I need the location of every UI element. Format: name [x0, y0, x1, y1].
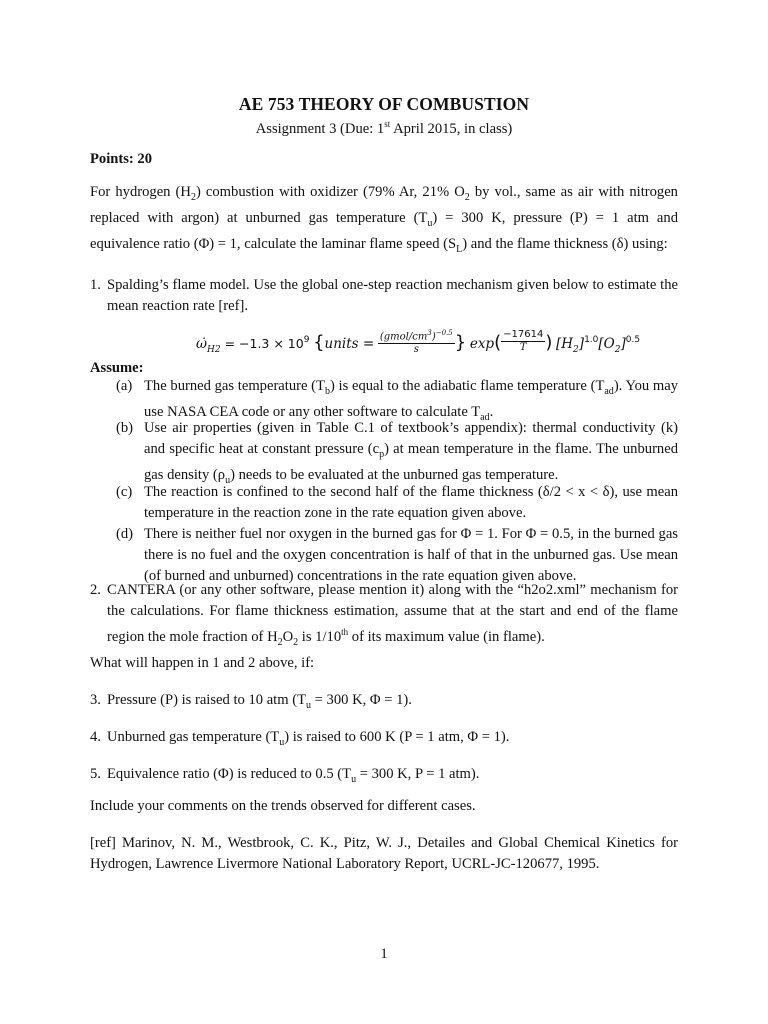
assume-label: (c) [116, 484, 133, 500]
equation-lhs: ω̇ [196, 336, 208, 353]
list-number: 2. [90, 582, 101, 598]
exp-label: exp [469, 336, 495, 353]
list-item-2 [90, 580, 678, 653]
assume-text-part: . [489, 403, 494, 420]
item-text-part: ) is raised to 600 K (P = 1 atm, Φ = 1). [284, 729, 510, 745]
list-item-4 [90, 727, 678, 753]
item-text-part: of its maximum value (in flame). [348, 628, 545, 645]
reference-citation: [ref] Marinov, N. M., Westbrook, C. K., Pitz, W. J., Detailes and Global Chemical Kinetics for Hydrogen, Lawrence Livermore National Laboratory Report, UCRL-JC-120677, 1995. [90, 835, 678, 872]
list-number: 3. [90, 692, 101, 708]
intro-text: ) combustion with oxidizer (79% Ar, 21% O [195, 184, 465, 200]
list-item-text [107, 764, 678, 790]
assume-subscript: ad [604, 385, 614, 397]
assume-label: (b) [116, 420, 134, 436]
conc-h2-subscript: 2 [573, 344, 579, 355]
assume-text-part: The burned gas temperature (T [144, 378, 325, 394]
item-text-part: CANTERA (or any other software, please mention it) along with the “h2o2.xml” mechanism for the calculations. For flame thickness estimation, assume that at the start and end of the flame region the mole fraction of H [107, 582, 678, 645]
exp-fraction [501, 329, 545, 354]
assume-label: (a) [116, 378, 133, 394]
list-item-text [107, 727, 678, 753]
list-number: 5. [90, 766, 101, 782]
list-number: 4. [90, 729, 101, 745]
conc-h2: [H [556, 336, 574, 353]
assignment-subtitle [0, 114, 768, 140]
item-text-part: is 1/10 [298, 628, 342, 645]
assume-subscript: u [225, 474, 231, 486]
subtitle-ordinal: st [384, 119, 391, 129]
conc-o2-subscript: 2 [614, 344, 621, 355]
item-text-part: Equivalence ratio (Φ) is reduced to 0.5 (T [107, 766, 352, 782]
list-item-1 [90, 275, 678, 317]
assume-text: There is neither fuel nor oxygen in the burned gas for Φ = 1. For Φ = 0.5, in the burned gas there is no fuel and the oxygen concentration is half of that in the unburned gas. Use mean (of burned and unburned) concentrations in the rate equation given above. [144, 526, 678, 584]
item-text-part: Unburned gas temperature (T [107, 729, 280, 745]
assume-text-part: ). You may use NASA CEA code or any other software to calculate T [144, 378, 678, 420]
item-subscript: u [351, 773, 357, 785]
assume-item-d [116, 524, 678, 587]
conc-o2-exponent: 0.5 [625, 335, 641, 346]
paren-open: ( [494, 332, 502, 354]
list-item-text: Spalding’s flame model. Use the global one-step reaction mechanism given below to estimate the mean reaction rate [ref]. [107, 277, 678, 314]
assume-text-part: ) is equal to the adiabatic flame temperature (T [329, 378, 605, 394]
item-text-part: O [282, 628, 294, 645]
conc-h2-end: ] [578, 336, 585, 353]
item-text-part: Pressure (P) is raised to 10 atm (T [107, 692, 307, 708]
subtitle-text: Assignment 3 (Due: 1 [255, 120, 385, 137]
list-item-text [107, 690, 678, 716]
points-label: Points: 20 [90, 151, 153, 167]
units-numerator-end: ) [431, 331, 436, 343]
intro-text: by vol., same as air with nitrogen replaced with argon) at unburned gas temperature (T [90, 184, 678, 226]
paren-close: ) [545, 332, 553, 354]
item-superscript: th [341, 627, 349, 637]
equation-coefficient: = −1.3 × 10 [220, 336, 304, 352]
list-number: 1. [90, 277, 101, 293]
assume-item-b [116, 418, 678, 491]
assume-heading: Assume: [90, 360, 144, 376]
assume-label: (d) [116, 526, 134, 542]
item-text-part: = 300 K, P = 1 atm). [356, 766, 480, 782]
list-item-5 [90, 764, 678, 790]
comments-line: Include your comments on the trends observed for different cases. [90, 798, 476, 814]
item-subscript: 2 [277, 636, 283, 648]
list-item-text [107, 580, 678, 653]
brace-open: { [313, 332, 325, 354]
intro-subscript: u [427, 217, 433, 229]
intro-text: ) = 300 K, pressure (P) = 1 atm and equivalence ratio (Φ) = 1, calculate the laminar flame speed (S [90, 209, 678, 252]
units-numerator-sup: 3 [427, 329, 432, 337]
intro-paragraph [90, 182, 678, 260]
units-denominator: s [413, 344, 419, 356]
assume-text-part: Use air properties (given in Table C.1 of textbook’s appendix): thermal conductivity (k) and specific heat at constant pressure (c [144, 420, 678, 457]
units-label: units = [324, 336, 375, 353]
list-item-3 [90, 690, 678, 716]
assume-text [144, 418, 678, 491]
assume-text-part: ) needs to be evaluated at the unburned gas temperature. [230, 466, 559, 483]
item-subscript: 2 [293, 636, 299, 648]
intro-text: ) and the flame thickness (δ) using: [462, 235, 668, 252]
item-subscript: u [279, 736, 285, 748]
brace-close: } [454, 332, 467, 354]
equation-lhs-subscript: H2 [207, 344, 221, 355]
exp-denominator: T [519, 342, 527, 354]
intro-subscript: 2 [190, 191, 196, 203]
intro-subscript: 2 [464, 191, 470, 203]
assume-text: The reaction is confined to the second half of the flame thickness (δ/2 < x < δ), use mean temperature in the reaction zone in the rate equation given above. [144, 484, 678, 521]
item-text-part: = 300 K, Φ = 1). [311, 692, 412, 708]
equation-exponent: 9 [303, 335, 310, 346]
units-numerator-exp: −0.5 [435, 329, 453, 337]
conc-o2: [O [598, 336, 615, 353]
page-title: AE 753 THEORY OF COMBUSTION [238, 94, 530, 114]
page-number: 1 [380, 946, 388, 962]
intro-subscript: L [456, 243, 463, 255]
assume-subscript: p [379, 448, 385, 460]
intro-text: For hydrogen (H [90, 184, 191, 200]
subtitle-text-end: April 2015, in class) [390, 120, 513, 137]
rate-equation [196, 329, 641, 364]
conc-o2-end: ] [620, 336, 626, 353]
assume-text-part: ) at mean temperature in the flame. The unburned gas density (ρ [144, 441, 678, 483]
assume-item-c [116, 482, 678, 524]
question-line: What will happen in 1 and 2 above, if: [90, 655, 315, 671]
item-subscript: u [306, 699, 312, 711]
assume-subscript: b [324, 385, 330, 397]
exp-numerator: −17614 [503, 329, 544, 341]
units-numerator [378, 327, 455, 344]
units-fraction [378, 327, 455, 356]
conc-h2-exponent: 1.0 [584, 335, 599, 346]
units-numerator-text: (gmol/cm [379, 331, 428, 343]
assume-subscript: ad [480, 411, 490, 423]
